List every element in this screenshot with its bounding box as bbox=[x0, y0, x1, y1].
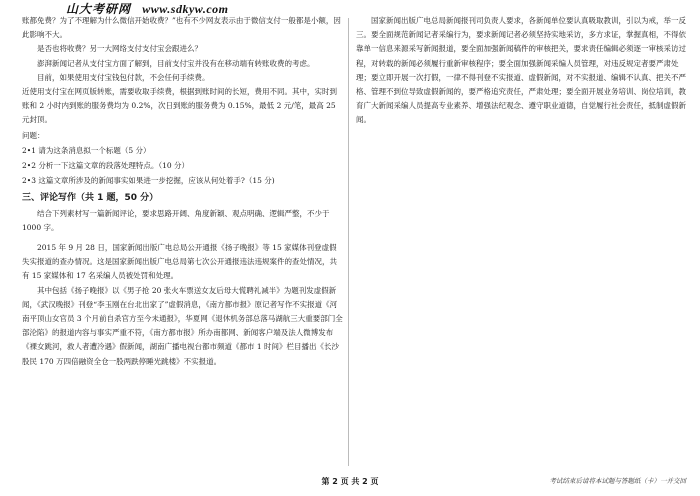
left-paragraph-5: 近使用支付宝在网页版转账，需要收取手续费，根据到账时间的长短，费用不同。其中，实时到账和 2 小时内到账的服务费均为 0.2%，次日到账的服务费为 0.15%，最低 2 元/笔，最高 25 元封顶。 bbox=[22, 87, 337, 125]
right-column bbox=[356, 14, 686, 128]
questions-heading: 问题： bbox=[22, 130, 45, 140]
material-paragraph-1: 2015 年 9 月 28 日，国家新闻出版广电总局公开通报《扬子晚报》等 15 家媒体刊登虚假失实报道的查办情况。这是国家新闻出版广电总局第七次公开通报违法违规案件的查处情况，共有 15 家媒体和 17 名采编人员被处罚和处理。 bbox=[22, 243, 337, 281]
left-paragraph-2: 是否也将收费？另一大网络支付支付宝会跟进么？ bbox=[37, 44, 202, 54]
left-column bbox=[22, 14, 344, 369]
question-2-1: 2•1 请为这条消息拟一个标题（5 分） bbox=[22, 145, 151, 155]
question-2-2: 2•2 分析一下这篇文章的段落处理特点。（10 分） bbox=[22, 161, 190, 171]
left-paragraph-4: 目前，如果使用支付宝钱包付款，不会任何手续费。 bbox=[37, 72, 210, 82]
question-2-3: 2•3 这篇文章所涉及的新闻事实如果进一步挖掘，应该从何处着手?（15 分) bbox=[22, 176, 275, 186]
page-number: 第 2 页 共 2 页 bbox=[321, 477, 379, 486]
column-divider bbox=[348, 18, 349, 466]
footer bbox=[0, 476, 700, 492]
right-paragraph-1: 国家新闻出版广电总局新闻报刊司负责人要求，各新闻单位要认真吸取教训，引以为戒，举一反三。要全面规范新闻记者采编行为，要求新闻记者必须坚持实地采访，多方求证，掌握真相，不得依靠单一信息来源采写新闻报道，要全面加强新闻稿件的审核把关，要求责任编辑必须逐一审核采访过程，对转载的新闻必须履行重新审核程序；要全面加强新闻采编人员管理，对违反规定者要严肃处理；要立即开展一次打假，一律不得刊登不实报道、虚假新闻，对不实报道、编辑不认真、把关不严格、管理不到位导致虚假新闻的，要严格追究责任，严肃处理；要全面开展业务培训、岗位培训，教育广大新闻采编人员提高专业素养、增强法纪观念、遵守职业道德，自觉履行社会责任，抵制虚假新闻。 bbox=[356, 16, 686, 125]
section-title: 三、评论写作（共 1 题，50 分） bbox=[22, 193, 159, 204]
material-paragraph-2: 其中包括《扬子晚报》以《男子抢 20 张火车票送女友后母大慌聘礼减半》为题刊发虚假新闻，《武汉晚报》刊登“李玉刚在台北出家了”虚假消息，《南方都市报》原记者写作不实报道《河南平顶山女官员 3 个月前自杀官方至今未通报》，华夏网《退休机务部总落马湖航三大重要部门全部沦陷》的报道内容与事实严重不符，《南方都市报》所办南都网、新闻客户端及法人微博发布《裸女跳河，救人者遭冷遇》假新闻，湖南广播电视台都市频道《都市 1 时间》栏目播出《长沙股民 170 万四倍融资全仓一股两跌停睡光跳楼》不实报道。 bbox=[22, 285, 343, 366]
left-paragraph-1: 账都免费？为了不理解为什么微信开始收费？”也有不少网友表示由于微信支付一般都是小额，因此影响不大。 bbox=[22, 16, 341, 40]
section-instructions: 结合下列素材写一篇新闻评论，要求思路开阔、角度新颖、观点明确、逻辑严整，不少于 1000 字。 bbox=[22, 208, 330, 232]
watermark-url: www.sdkyw.com bbox=[142, 2, 229, 16]
watermark-name: 山大考研网 bbox=[66, 2, 132, 16]
left-paragraph-3: 澎湃新闻记者从支付宝方面了解到，目前支付宝并没有在移动端有转账收费的考虑。 bbox=[37, 58, 315, 68]
footer-note: 考试结束后请将本试题与答题纸（卡）一并交回 bbox=[549, 477, 686, 485]
